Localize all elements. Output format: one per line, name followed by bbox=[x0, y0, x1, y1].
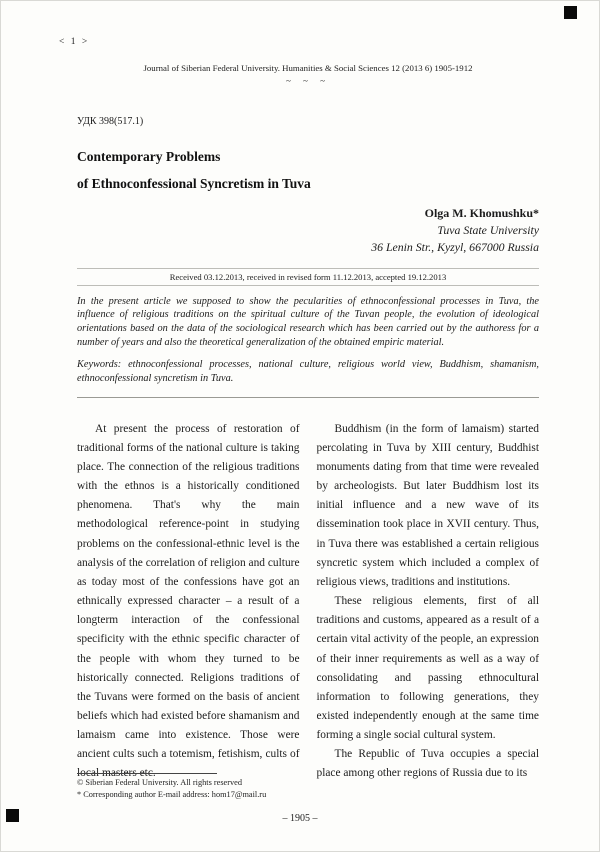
keywords-text: Keywords: ethnoconfessional processes, national culture, religious world view, Buddhism, shamanism, ethnoconfessional syncretism in Tuva. bbox=[77, 359, 539, 384]
copyright-line: © Siberian Federal University. All rights reserved bbox=[77, 778, 242, 787]
udk-code: УДК 398(517.1) bbox=[77, 116, 144, 127]
journal-header-line: Journal of Siberian Federal University. Humanities & Social Sciences 12 (2013 6) 1905-1912 bbox=[143, 63, 473, 73]
corresponding-author-line: * Corresponding author E-mail address: hom17@mail.ru bbox=[77, 790, 267, 800]
page-content bbox=[1, 1, 599, 784]
footnote-block bbox=[77, 773, 397, 802]
title-line-1: Contemporary Problems bbox=[77, 149, 221, 164]
body-paragraph: These religious elements, first of all traditions and customs, appeared as a result of a certain vital activity of the people, an expression of their inner requirements as well as a way of consolidating and passing ethnocultural information to following generations, they existed independently enough at the same time forming a single social cultural system. bbox=[316, 595, 539, 742]
body-paragraph: The Republic of Tuva occupies a special place among other regions of Russia due to its bbox=[316, 748, 539, 780]
footnote-divider bbox=[77, 773, 217, 774]
tilde-separator: ~ ~ ~ bbox=[285, 76, 331, 86]
body-columns bbox=[77, 420, 539, 784]
body-paragraph: Buddhism (in the form of lamaism) started percolating in Tuva by XIII century, Buddhist monuments dating from that time were revealed by archeologists. But later Buddhism lost its initial influence and a new wave of its dissemination took place in XVII century. Thus, in Tuva there was established a certain religious syncretic system which included a complex of religious views, traditions and institutions. bbox=[316, 422, 539, 588]
left-column bbox=[77, 420, 300, 784]
right-column bbox=[317, 420, 540, 784]
received-dates-line: Received 03.12.2013, received in revised form 11.12.2013, accepted 19.12.2013 bbox=[77, 268, 539, 286]
author-affiliation: Tuva State University bbox=[437, 223, 539, 238]
section-divider bbox=[77, 397, 539, 398]
abstract-text: In the present article we supposed to show the pecularities of ethnoconfessional processes in Tuva, the influence of religious traditions on the spiritual culture of the Tuvan people, the evolution of ideological orientations based on the data of the sociological research which has been carried out by the authoress for a number of years and also the theoretical generalization of the obtained empiric material. bbox=[77, 295, 539, 348]
body-paragraph: At present the process of restoration of traditional forms of the national culture is taking place. The connection of the religious traditions with the ethnos is a historically conditioned phenomena. That's why the main methodological reference-point in studying problems on the confessional-ethnic level is the analysis of the correlation of religion and culture as today most of the confessions have got an ethnically expressed character – a result of a longterm interaction of the confessional specificity with the ethnic specific character of the people with whom they turned to be historically connected. Religions traditions of the Tuvans were formed on the basis of ancient beliefs which had existed before shamanism and lamaism came into existence. Those were ancient cults such a totemism, fetishism, cults of local masters etc. bbox=[77, 422, 300, 780]
page-marker: < 1 > bbox=[59, 37, 90, 47]
author-block bbox=[77, 205, 539, 256]
page-number: – 1905 – bbox=[282, 813, 318, 824]
article-title bbox=[77, 143, 539, 197]
author-address: 36 Lenin Str., Kyzyl, 667000 Russia bbox=[371, 239, 539, 254]
author-name: Olga M. Khomushku* bbox=[424, 206, 539, 220]
title-line-2: of Ethnoconfessional Syncretism in Tuva bbox=[77, 176, 311, 191]
